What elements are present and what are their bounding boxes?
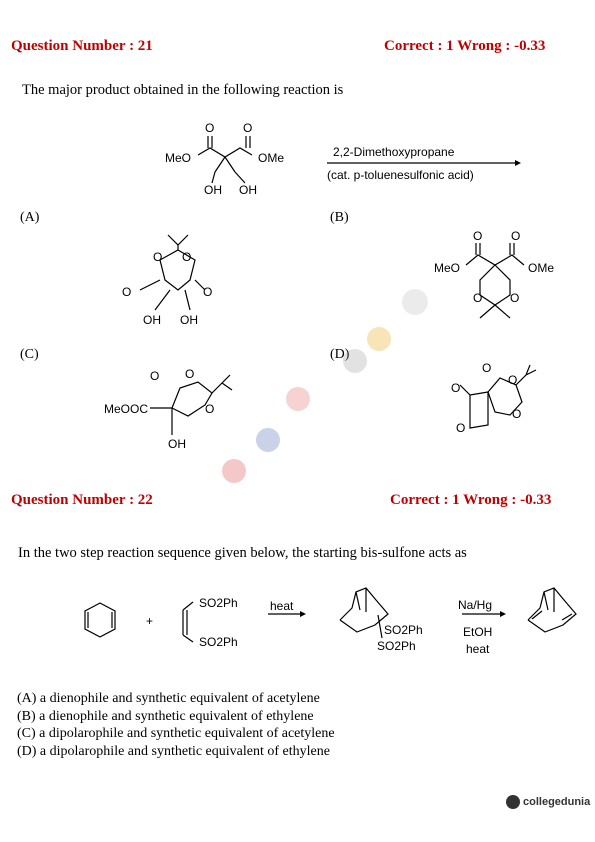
q22-number: Question Number : 22 — [11, 492, 153, 508]
q22-option-b: (B) a dienophile and synthetic equivalent of ethylene — [17, 708, 314, 724]
q21-option-d-label: (D) — [330, 347, 350, 362]
q21-marks: Correct : 1 Wrong : -0.33 — [384, 38, 546, 54]
q22-so2ph-top: SO2Ph — [199, 596, 238, 610]
reactant-oh2: OH — [239, 183, 257, 197]
q21-option-b-label: (B) — [330, 210, 349, 225]
q22-option-a: (A) a dienophile and synthetic equivalent of acetylene — [17, 691, 320, 706]
reactant-meo: MeO — [165, 151, 192, 165]
q22-options — [17, 690, 335, 760]
svg-text:O: O — [508, 373, 518, 387]
svg-text:O: O — [150, 369, 160, 383]
svg-text:O: O — [482, 361, 492, 375]
svg-text:O: O — [451, 381, 461, 395]
svg-text:O: O — [205, 402, 215, 416]
q21-reagent-bottom: (cat. p-toluenesulfonic acid) — [327, 168, 474, 182]
svg-text:O: O — [182, 250, 192, 264]
option-a-oh1: OH — [143, 313, 161, 327]
svg-text:O: O — [510, 291, 520, 305]
q21-reagent-top: 2,2-Dimethoxypropane — [333, 145, 455, 159]
q22-reagent-bottom: heat — [466, 642, 490, 656]
q22-stem: In the two step reaction sequence given below, the starting bis-sulfone acts as — [18, 545, 467, 561]
option-b-ome: OMe — [528, 261, 555, 275]
svg-text:O: O — [512, 407, 522, 421]
logo-text: collegedunia — [523, 796, 591, 808]
reactant-o1: O — [205, 121, 215, 135]
option-b-meo: MeO — [434, 261, 461, 275]
svg-text:O: O — [473, 229, 483, 243]
q22-reagent-mid: EtOH — [463, 625, 493, 639]
q22-product-so2ph-1: SO2Ph — [384, 623, 423, 637]
q21-option-a-label: (A) — [20, 210, 40, 225]
q22-marks: Correct : 1 Wrong : -0.33 — [390, 492, 552, 508]
reactant-oh1: OH — [204, 183, 222, 197]
q22-plus: + — [146, 614, 154, 628]
q22-option-d: (D) a dipolarophile and synthetic equivalent of ethylene — [17, 743, 330, 759]
svg-text:O: O — [185, 367, 195, 381]
q21-stem: The major product obtained in the following reaction is — [22, 82, 344, 98]
q22-reagent-top: Na/Hg — [458, 598, 493, 612]
q22-product-so2ph-2: SO2Ph — [377, 639, 416, 653]
reactant-ome: OMe — [258, 151, 285, 165]
svg-text:O: O — [511, 229, 521, 243]
option-a-oh2: OH — [180, 313, 198, 327]
q21-number: Question Number : 21 — [11, 38, 153, 54]
option-c-oh: OH — [168, 437, 186, 451]
logo-icon — [506, 795, 520, 809]
q22-so2ph-bottom: SO2Ph — [199, 635, 238, 649]
q22-heat-label: heat — [270, 599, 294, 613]
svg-text:O: O — [203, 285, 213, 299]
collegedunia-logo — [506, 795, 590, 809]
svg-text:O: O — [153, 250, 163, 264]
q21-option-c-label: (C) — [20, 347, 39, 362]
svg-text:O: O — [473, 291, 483, 305]
q22-option-c: (C) a dipolarophile and synthetic equivalent of acetylene — [17, 726, 335, 741]
option-c-meooc: MeOOC — [104, 402, 149, 416]
svg-text:O: O — [456, 421, 466, 435]
svg-text:O: O — [122, 285, 132, 299]
reactant-o2: O — [243, 121, 253, 135]
